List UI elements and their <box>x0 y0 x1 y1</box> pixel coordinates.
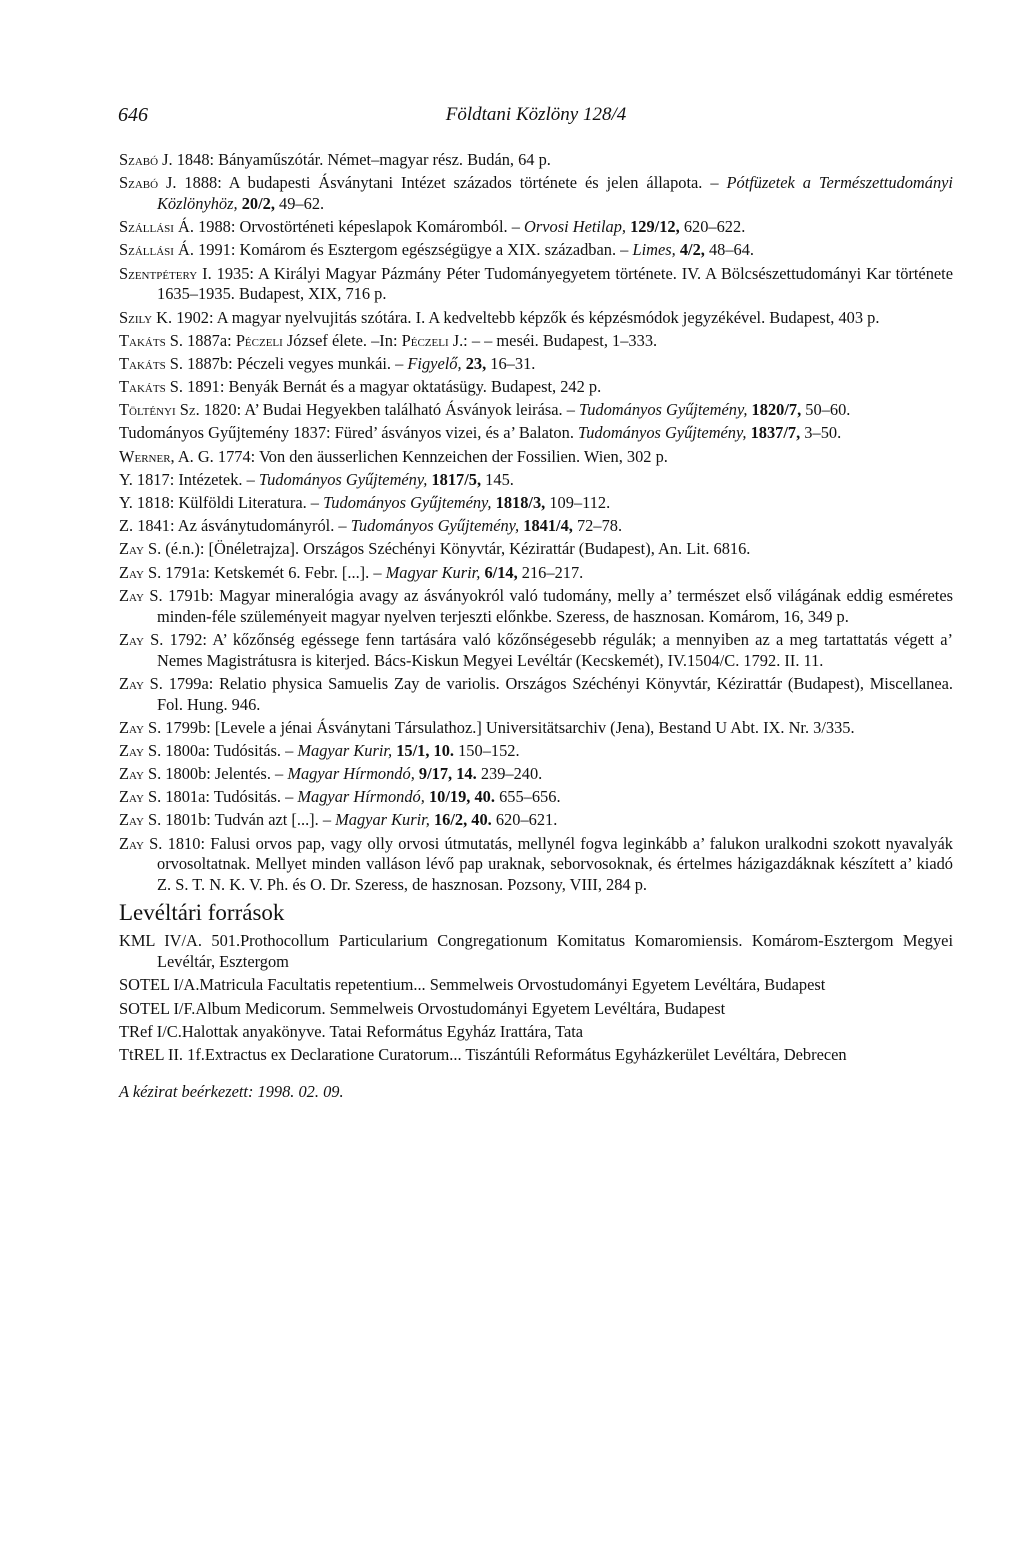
reference-entry <box>119 563 953 584</box>
reference-text: József élete. –In: <box>282 330 402 350</box>
reference-volume: 129/12, <box>626 217 680 237</box>
reference-text: 145. <box>481 469 514 489</box>
reference-text: 16–31. <box>486 353 536 373</box>
reference-volume: 9/17, 14. <box>414 764 477 784</box>
reference-text: Péczeli <box>401 330 449 350</box>
reference-author: Szily K. <box>119 307 173 327</box>
reference-source: Orvosi Hetilap, <box>524 217 626 237</box>
reference-source: Magyar Kurir, <box>297 740 393 760</box>
reference-text: Z. 1841: Az ásványtudományról. – <box>119 516 351 536</box>
reference-author: Zay S. <box>119 673 163 693</box>
reference-entry <box>119 741 953 762</box>
reference-entry <box>119 400 953 421</box>
reference-entry <box>119 173 953 215</box>
reference-author: Takáts S. <box>119 353 183 373</box>
reference-author: Zay S. <box>119 629 164 649</box>
archives-heading: Levéltári források <box>119 900 285 926</box>
reference-entry <box>119 834 953 896</box>
reference-volume: 6/14, <box>480 562 518 582</box>
reference-author: Szállási Á. <box>119 217 194 237</box>
reference-source: Tudományos Gyűjtemény, <box>578 423 747 443</box>
reference-source: Magyar Kurir, <box>335 810 430 830</box>
reference-author: Zay S. <box>119 787 162 807</box>
reference-source: Tudományos Gyűjtemény, <box>350 516 520 536</box>
reference-source: Pótfüzetek a Természettudományi Közlönyhöz, <box>157 173 953 213</box>
reference-text: Péczeli <box>235 330 283 350</box>
reference-volume: 1841/4, <box>519 516 573 536</box>
reference-text: 620–621. <box>491 810 558 830</box>
reference-entry <box>119 539 953 560</box>
reference-source: Tudományos Gyűjtemény, <box>323 493 492 513</box>
archive-list <box>119 931 953 1065</box>
reference-author: Zay S. <box>119 539 162 559</box>
reference-volume: 1817/5, <box>427 469 482 489</box>
reference-text: 1799b: [Levele a jénai Ásványtani Társulathoz.] Universitätsarchiv (Jena), Bestand U Abt. IX. Nr. 3/335. <box>161 717 855 737</box>
reference-text: 3–50. <box>800 423 842 443</box>
reference-text: 1988: Orvostörténeti képeslapok Komáromból. – <box>193 217 525 237</box>
reference-text: 48–64. <box>704 240 755 260</box>
reference-author: Szabó J. <box>119 173 177 193</box>
archive-entry: KML IV/A. 501.Prothocollum Particularium Congregationum Komitatus Komaromiensis. Komárom-Esztergom Megyei Levéltár, Esztergom <box>119 931 953 972</box>
reference-entry <box>119 470 953 491</box>
reference-entry <box>119 377 953 398</box>
reference-text: 1799a: Relatio physica Samuelis Zay de variolis. Országos Széchényi Könyvtár, Kézirattár (Budapest), Miscellanea. Fol. Hung. 946. <box>157 673 954 714</box>
reference-text: 49–62. <box>274 193 325 213</box>
reference-text: 1800a: Tudósitás. – <box>161 740 298 760</box>
reference-author: Werner, A. G. <box>119 446 214 466</box>
reference-text: 1791a: Ketskemét 6. Febr. [...]. – <box>161 562 386 582</box>
reference-volume: 4/2, <box>675 240 705 260</box>
reference-entry <box>119 516 953 537</box>
page-content <box>119 150 953 1103</box>
reference-source: Magyar Kurir, <box>385 562 481 582</box>
reference-entry <box>119 217 953 238</box>
reference-author: Zay S. <box>119 764 162 784</box>
reference-author: Zay S. <box>119 585 163 605</box>
reference-text: J.: – – meséi. Budapest, 1–333. <box>448 330 658 350</box>
reference-text: 1801a: Tudósitás. – <box>161 787 298 807</box>
reference-author: Zay S. <box>119 562 162 582</box>
reference-author: Zay S. <box>119 810 162 830</box>
reference-source: Magyar Hírmondó, <box>297 787 425 807</box>
reference-text: 1800b: Jelentés. – <box>161 764 288 784</box>
reference-source: Tudományos Gyűjtemény, <box>579 400 748 420</box>
reference-entry <box>119 630 953 672</box>
reference-text: 1935: A Királyi Magyar Pázmány Péter Tudományegyetem története. IV. A Bölcsészettudományi Kar története 1635–1935. Budapest, XIX, 716 p. <box>157 263 953 304</box>
reference-text: 216–217. <box>517 562 584 582</box>
reference-text: (é.n.): [Önéletrajza]. Országos Széchényi Könyvtár, Kézirattár (Budapest), An. Lit. 6816. <box>161 539 751 559</box>
reference-text: 1887a: <box>183 330 236 350</box>
reference-text: 1801b: Tudván azt [...]. – <box>161 810 336 830</box>
archive-entry: TRef I/C.Halottak anyakönyve. Tatai Református Egyház Irattára, Tata <box>119 1021 584 1041</box>
page-number: 646 <box>118 104 148 126</box>
reference-entry <box>119 674 953 716</box>
journal-title: Földtani Közlöny 128/4 <box>445 104 627 125</box>
reference-text: 1774: Von den äusserlichen Kennzeichen der Fossilien. Wien, 302 p. <box>213 446 668 466</box>
reference-author: Szabó J. <box>119 150 173 169</box>
reference-text: 1810: Falusi orvos pap, vagy olly orvosi útmutatás, mellynél fogva leginkább a’ falukon uralkodni szokott nyavalyák orvosoltatnak. Mellyet minden valláson lévő pap uraknak, seborvosoknak, és értelmes házigazdáknak készített a’ kiadó Z. S. T. N. K. V. Ph. és O. Dr. Szeress, de hasznosan. Pozsony, VIII, 284 p. <box>157 833 954 895</box>
reference-entry <box>119 447 953 468</box>
reference-entry <box>119 240 953 261</box>
reference-source: Tudományos Gyűjtemény, <box>258 469 428 489</box>
reference-entry <box>119 493 953 514</box>
reference-source: Limes, <box>632 240 676 260</box>
reference-text: 50–60. <box>801 400 851 420</box>
reference-volume: 1818/3, <box>491 493 546 513</box>
reference-text: 239–240. <box>476 764 543 784</box>
received-note: A kézirat beérkezett: 1998. 02. 09. <box>119 1081 344 1101</box>
reference-text: 109–112. <box>545 493 611 513</box>
reference-entry <box>119 308 953 329</box>
archive-entry: TtREL II. 1f.Extractus ex Declaratione Curatorum... Tiszántúli Református Egyházkerület Levéltára, Debrecen <box>119 1045 847 1064</box>
reference-source: Figyelő, <box>407 353 462 373</box>
reference-author: Zay S. <box>119 717 162 737</box>
reference-text: Y. 1817: Intézetek. – <box>119 469 259 489</box>
reference-author: Zay S. <box>119 740 162 760</box>
reference-text: 1891: Benyák Bernát és a magyar oktatásügy. Budapest, 242 p. <box>183 377 602 397</box>
reference-author: Zay S. <box>119 833 163 853</box>
reference-text: 1820: A’ Budai Hegyekben található Ásványok leirása. – <box>199 400 580 420</box>
archive-entry: SOTEL I/A.Matricula Facultatis repetentium... Semmelweis Orvostudományi Egyetem Levéltára, Budapest <box>119 975 826 995</box>
reference-entry <box>119 764 953 785</box>
reference-volume: 10/19, 40. <box>424 787 495 807</box>
reference-volume: 1820/7, <box>747 400 802 420</box>
reference-entry <box>119 150 953 171</box>
reference-entry <box>119 331 953 352</box>
reference-author: Takáts S. <box>119 330 183 350</box>
reference-text: 1902: A magyar nyelvujitás szótára. I. A kedveltebb képzők és képzésmódok jegyzékével. Budapest, 403 p. <box>172 307 880 327</box>
reference-list <box>119 150 953 896</box>
reference-text: 1991: Komárom és Esztergom egészségügye a XIX. században. – <box>193 240 633 260</box>
reference-text: Y. 1818: Külföldi Literatura. – <box>119 493 324 513</box>
reference-text: 1888: A budapesti Ásványtani Intézet százados története és jelen állapota. – <box>176 173 727 193</box>
reference-text: 1887b: Péczeli vegyes munkái. – <box>183 353 408 373</box>
reference-author: Töltényi Sz. <box>119 400 200 420</box>
reference-entry <box>119 787 953 808</box>
page-header <box>118 104 954 134</box>
reference-volume: 23, <box>461 353 487 373</box>
reference-entry <box>119 718 953 739</box>
reference-author: Szentpétery I. <box>119 263 212 283</box>
reference-text: 655–656. <box>494 787 561 807</box>
reference-text: Tudományos Gyűjtemény 1837: Füred’ ásványos vizei, és a’ Balaton. <box>119 423 579 443</box>
reference-entry <box>119 586 953 628</box>
reference-volume: 1837/7, <box>746 423 801 443</box>
reference-volume: 15/1, 10. <box>392 740 455 760</box>
reference-volume: 20/2, <box>237 193 275 213</box>
reference-source: Magyar Hírmondó, <box>287 764 415 784</box>
reference-text: 620–622. <box>679 217 746 237</box>
archive-entry: SOTEL I/F.Album Medicorum. Semmelweis Orvostudományi Egyetem Levéltára, Budapest <box>119 998 726 1018</box>
reference-volume: 16/2, 40. <box>429 810 492 830</box>
reference-entry <box>119 264 953 306</box>
reference-author: Takáts S. <box>119 377 183 397</box>
reference-text: 1848: Bányaműszótár. Német–magyar rész. Budán, 64 p. <box>172 150 551 169</box>
reference-text: 150–152. <box>454 740 520 760</box>
reference-author: Szállási Á. <box>119 240 194 260</box>
reference-text: 1791b: Magyar mineralógia avagy az ásványokról való tudomány, melly a’ természet első világának eddig esméretes minden-féle szüleményeit magyar nyelven terjeszti előnkbe. Szeress, de hasznosan. Komárom, 16, 349 p. <box>157 585 954 626</box>
reference-entry <box>119 423 953 444</box>
reference-entry <box>119 354 953 375</box>
reference-entry <box>119 810 953 831</box>
reference-text: 72–78. <box>572 516 623 536</box>
reference-text: 1792: A’ kőzőnség egéssege fenn tartására való kőzőnségesebb régulák; a mennyiben az a meg tartattatás végett a’ Nemes Magistrátusra is kiterjed. Bács-Kiskun Megyei Levéltár (Kecskemét), IV.1504/C. 1792. II. 11. <box>157 629 954 670</box>
